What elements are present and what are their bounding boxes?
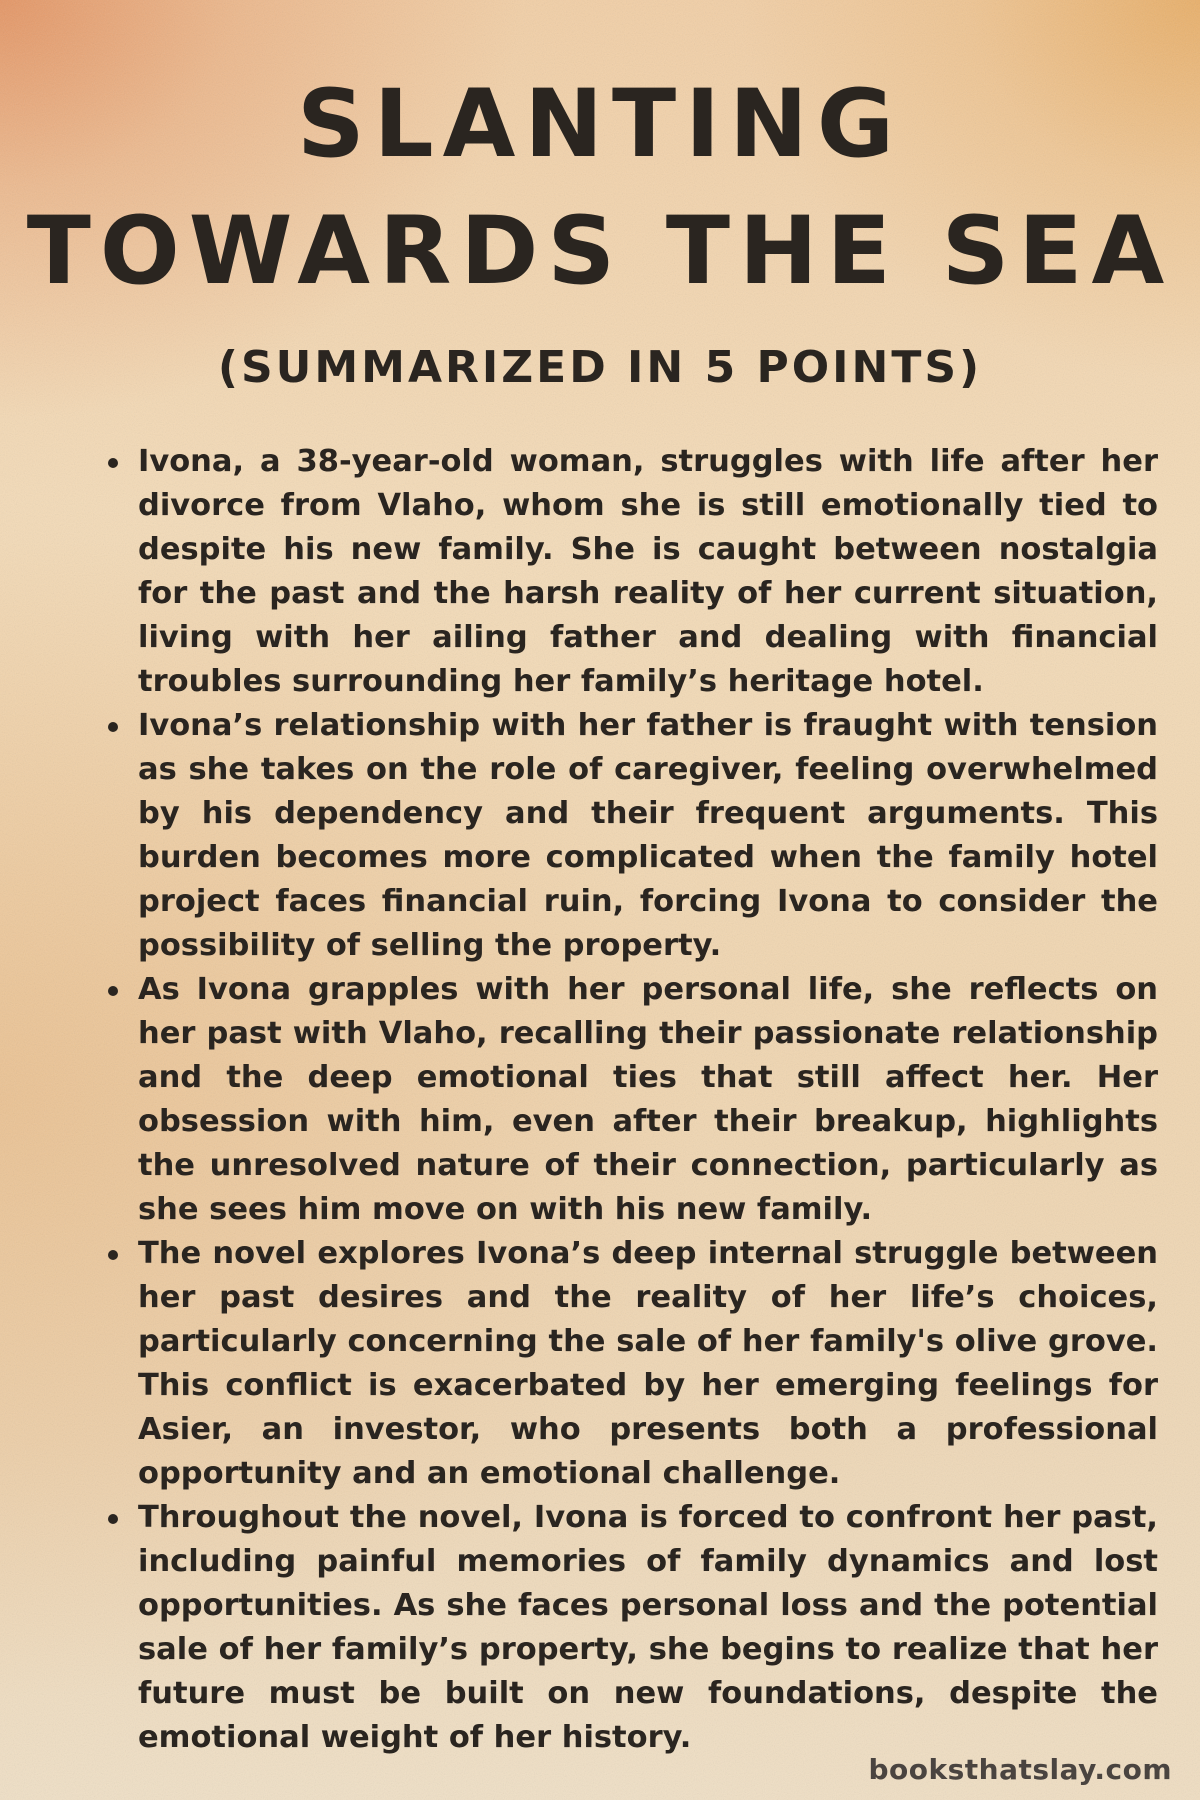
summary-point-5: [100, 1496, 1158, 1760]
summary-point-1: [100, 440, 1158, 704]
summary-point-text: Ivona, a 38-year-old woman, struggles with life after her divorce from Vlaho, whom she is still emotionally tied to despite his new family. She is caught between nostalgia for the past and the harsh reality of her current situation, living with her ailing father and dealing with financial troubles surrounding her family’s heritage hotel.: [138, 444, 1158, 699]
subtitle: (SUMMARIZED IN 5 POINTS): [217, 342, 983, 393]
summary-point-text: As Ivona grapples with her personal life, she reflects on her past with Vlaho, recalling their passionate relationship and the deep emotional ties that still affect her. Her obsession with him, even after their breakup, highlights the unresolved nature of their connection, particularly as she sees him move on with his new family.: [138, 972, 1158, 1227]
summary-point-2: [100, 704, 1158, 968]
summary-point-3: [100, 968, 1158, 1232]
summary-points-list: [100, 440, 1158, 1760]
summary-point-4: [100, 1232, 1158, 1496]
summary-point-text: The novel explores Ivona’s deep internal struggle between her past desires and the reality of her life’s choices, particularly concerning the sale of her family's olive grove. This conflict is exacerbated by her emerging feelings for Asier, an investor, who presents both a professional opportunity and an emotional challenge.: [138, 1236, 1158, 1491]
summary-point-text: Ivona’s relationship with her father is fraught with tension as she takes on the role of caregiver, feeling overwhelmed by his dependency and their frequent arguments. This burden becomes more complicated when the family hotel project faces financial ruin, forcing Ivona to consider the possibility of selling the property.: [138, 708, 1158, 963]
title-line-2: TOWARDS THE SEA: [26, 197, 1174, 306]
bullet-icon: [108, 986, 118, 996]
bullet-icon: [108, 722, 118, 732]
bullet-icon: [108, 458, 118, 468]
site-watermark: booksthatslay.com: [868, 1753, 1172, 1786]
bullet-icon: [108, 1514, 118, 1524]
bullet-icon: [108, 1250, 118, 1260]
title-line-1: SLANTING: [297, 70, 903, 179]
summary-point-text: Throughout the novel, Ivona is forced to confront her past, including painful memories of family dynamics and lost opportunities. As she faces personal loss and the potential sale of her family’s property, she begins to realize that her future must be built on new foundations, despite the emotional weight of her history.: [138, 1500, 1158, 1755]
